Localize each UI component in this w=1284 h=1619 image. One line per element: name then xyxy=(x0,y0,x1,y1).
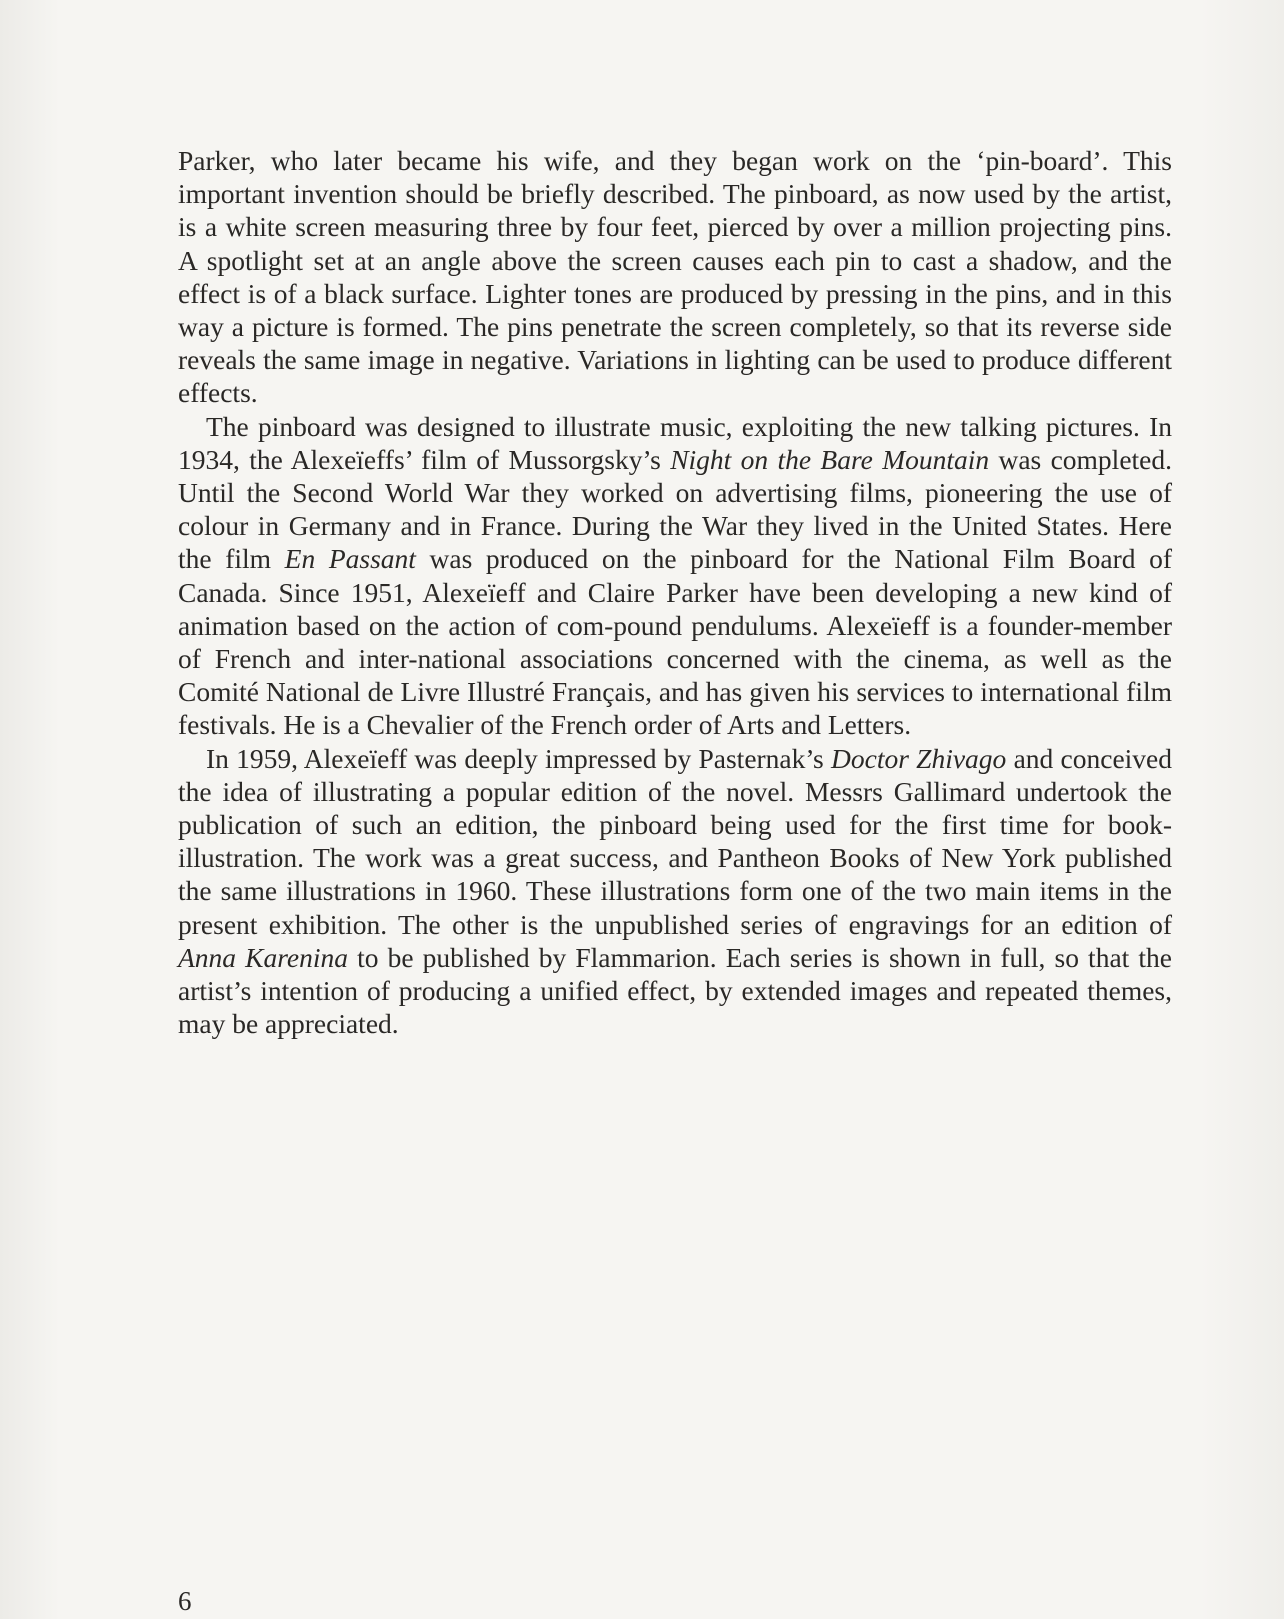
text-segment: and conceived the idea of illustrating a popular edition of the novel. Messrs Gallimard undertook the publication of such an edition, the pinboard being used for the first time for book-illustration. The work was a great success, and Pantheon Books of New York published the same illustrations in 1960. These illustrations form one of the two main items in the present exhibition. The other is the unpublished series of engravings for an edition of xyxy=(178,742,1172,940)
text-segment: Parker, who later became his wife, and they began work on the ‘pin-board’. This important invention should be briefly described. The pinboard, as now used by the artist, is a white screen measuring three by four feet, pierced by over a million projecting pins. A spotlight set at an angle above the screen causes each pin to cast a shadow, and the effect is of a black surface. Lighter tones are produced by pressing in the pins, and in this way a picture is formed. The pins penetrate the screen completely, so that its reverse side reveals the same image in negative. Variations in lighting can be used to produce different effects. xyxy=(178,145,1172,409)
text-segment: The pinboard was designed to illustrate music, exploiting the new talking pictures. In 1934, the Alexeïeffs’ film of Mussorgsky’s xyxy=(178,410,1172,475)
body-text xyxy=(178,144,1172,1040)
paragraph-pinboard-history xyxy=(178,410,1172,742)
text-segment: was completed. Until the Second World War they worked on advertising films, pioneering the use of colour in Germany and in France. During the War they lived in the United States. Here the film xyxy=(178,443,1172,575)
text-segment: In 1959, Alexeïeff was deeply impressed by Pasternak’s xyxy=(206,742,831,774)
page-number: 6 xyxy=(178,1586,192,1616)
italic-title-doctor-zhivago: Doctor Zhivago xyxy=(831,742,1007,774)
text-segment: to be published by Flammarion. Each series is shown in full, so that the artist’s intention of producing a unified effect, by extended images and repeated themes, may be appreciated. xyxy=(178,941,1172,1040)
italic-title-anna-karenina: Anna Karenina xyxy=(178,941,349,973)
paragraph-zhivago xyxy=(178,742,1172,1041)
paragraph-pinboard-description xyxy=(178,144,1172,410)
italic-title-en-passant: En Passant xyxy=(284,543,416,575)
italic-title-night-on-bare-mountain: Night on the Bare Mountain xyxy=(670,443,990,475)
text-segment: was produced on the pinboard for the National Film Board of Canada. Since 1951, Alexeïeff and Claire Parker have been developing a new kind of animation based on the action of com-pound pendulums. Alexeïeff is a founder-member of French and inter-national associations concerned with the cinema, as well as the Comité National de Livre Illustré Français, and has given his services to international film festivals. He is a Chevalier of the French order of Arts and Letters. xyxy=(178,543,1173,741)
